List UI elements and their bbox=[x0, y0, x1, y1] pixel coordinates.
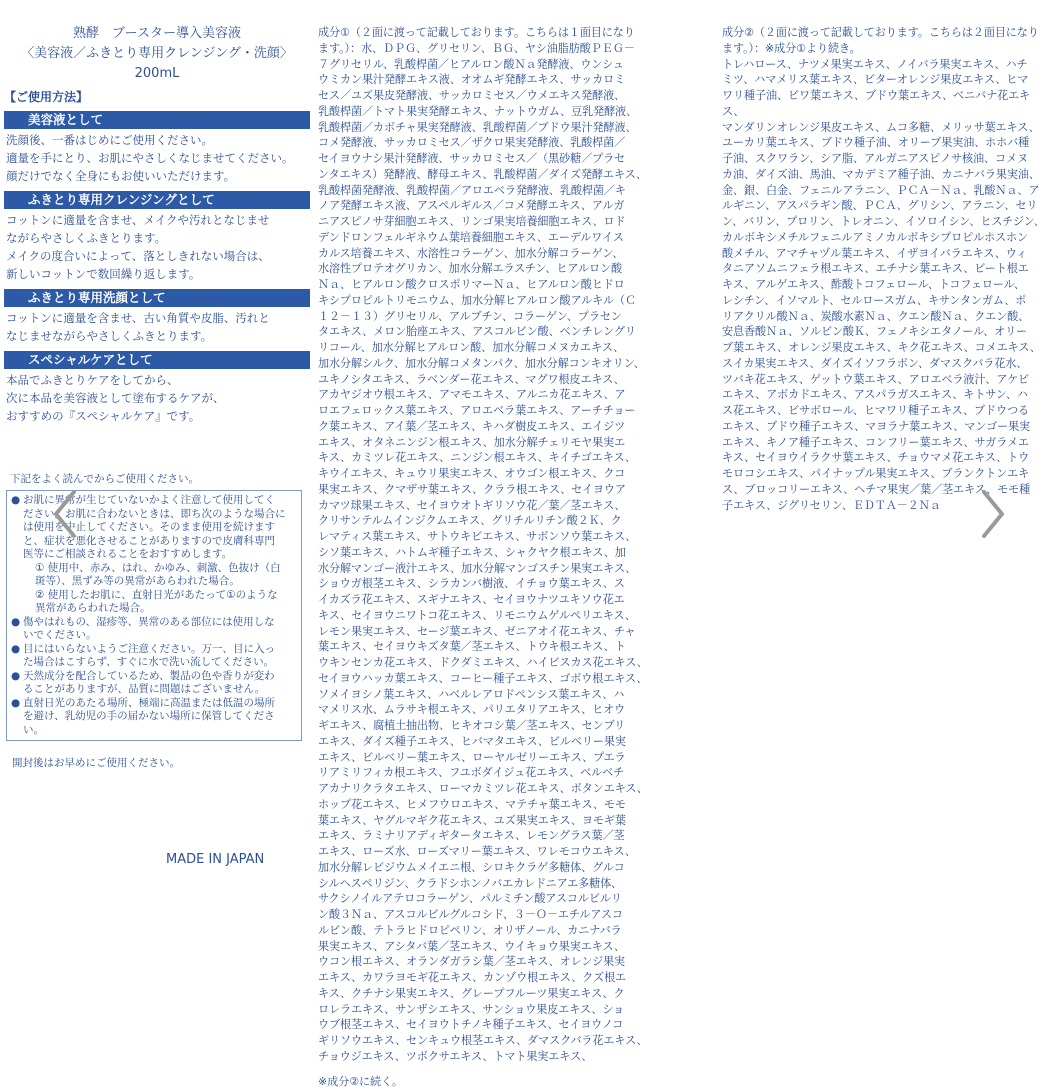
notice-item-text: お肌に異常が生じていないかよく注意して使用してく ださい。お肌に合わないときは、即ち次のような場合に は使用を中止してください。そのまま使用を続けます と、症状を悪化させることがありますので皮膚科専門 医等にご相談されることをおすすめします。 bbox=[23, 494, 286, 560]
chevron-left-icon bbox=[52, 488, 78, 540]
usage-section-label: スペシャルケアとして bbox=[4, 351, 310, 369]
usage-section-label: ふきとり専用洗顔として bbox=[4, 289, 310, 307]
bullet-icon: ● bbox=[11, 696, 21, 709]
notice-item-text: 直射日光のあたる場所、極端に高温または低温の場所 を避け、乳幼児の手の届かない場所に保管してくださ い。 bbox=[23, 696, 275, 736]
bullet-icon: ● bbox=[11, 615, 21, 628]
usage-section-text: コットンに適量を含ませ、古い角質や皮脂、汚れと なじませながらやさしくふきとります。 bbox=[6, 311, 270, 343]
product-size: 200mL bbox=[134, 66, 180, 81]
usage-section-text: 本品でふきとりケアをしてから、 次に本品を美容液として塗布するケアが、 おすすめの『スペシャルケア』です。 bbox=[6, 373, 225, 423]
left-column bbox=[0, 0, 314, 1080]
notice-item-text: 天然成分を配合しているため、製品の色や香りが変わ ることがありますが、品質に問題はございません。 bbox=[23, 669, 275, 695]
notice-box bbox=[6, 490, 302, 741]
bullet-icon: ● bbox=[11, 669, 21, 682]
notice-item bbox=[11, 697, 297, 738]
notice-sub-text: ① 使用中、赤み、はれ、かゆみ、刺激、色抜け（白 斑等）、黒ずみ等の異常があらわれた場合。 bbox=[35, 561, 281, 587]
open-note: 開封後はお早めにご使用ください。 bbox=[12, 757, 180, 769]
notice-item bbox=[11, 643, 297, 670]
usage-section-label: ふきとり専用クレンジングとして bbox=[4, 191, 310, 209]
usage-section-text: 洗顔後、一番はじめにご使用ください。 適量を手にとり、お肌にやさしくなじませてください。 顔だけでなく全身にもお使いいただけます。 bbox=[6, 133, 294, 183]
notice-item-text: 目にはいらないようご注意ください。万一、目に入っ た場合はこすらず、すぐに水で洗い流してください。 bbox=[23, 642, 275, 668]
product-subtitle: 〈美容液／ふきとり専用クレンジング・洗顔〉 bbox=[21, 46, 293, 61]
usage-section-label: 美容液として bbox=[4, 111, 310, 129]
notice-heading: 下記をよく読んでからご使用ください。 bbox=[10, 473, 199, 485]
made-in-label: MADE IN JAPAN bbox=[166, 852, 265, 867]
notice-item-text: 傷やはれもの、湿疹等、異常のある部位には使用しな いでください。 bbox=[23, 615, 275, 641]
bullet-icon: ● bbox=[11, 494, 21, 506]
ingredients-text-1: 成分①（２面に渡って記載しております。こちらは１面目になり ます。）：水、ＤＰＧ、グリセリン、ＢＧ、ヤシ油脂肪酸ＰＥＧ－ ７グリセリル、乳酸桿菌／ヒアルロン酸Ｎａ発酵液、ウンシュ ウミカン果汁発酵エキス液、オオムギ発酵エキス、サッカロミ セス／ユズ果皮発酵液、サッカロミセス／ウメエキス発酵液、 乳酸桿菌／トマト果実発酵エキス、ナットウガム、豆乳発酵液、 乳酸桿菌／カボチャ果実発酵液、乳酸桿菌／ブドウ果汁発酵液、 コメ発酵液、サッカロミセス／ザクロ果実発酵液、乳酸桿菌／ セイヨウナシ果汁発酵液、サッカロミセス／（黒砂糖／プラセ ンタエキス）発酵液、酵母エキス、乳酸桿菌／ダイズ発酵エキス、 乳酸桿菌発酵液、乳酸桿菌／アロエベラ発酵液、乳酸桿菌／キ ノア発酵エキス液、アスペルギルス／コメ発酵エキス、アルガ ニアスピノサ芽細胞エキス、リンゴ果実培養細胞エキス、ロド デンドロンフェルギネウム葉培養細胞エキス、エーデルワイス カルス培養エキス、水溶性コラーゲン、加水分解コラーゲン、 水溶性プロテオグリカン、加水分解エラスチン、ヒアルロン酸 Ｎａ、ヒアルロン酸クロスポリマーＮａ、ヒアルロン酸ヒドロ キシプロピルトリモニウム、加水分解ヒアルロン酸アルキル（Ｃ １２－１３）グリセリル、アルブチン、コラーゲン、プラセン タエキス、メロン胎座エキス、アスコルビン酸、ベンチレングリ リコール、加水分解ヒアルロン酸、加水分解コメヌカエキス、 加水分解シルク、加水分解コメタンパク、加水分解コンキオリン、 ユキノシタエキス、ラベンダー花エキス、マグワ根皮エキス、 アカヤジオウ根エキス、アマモエキス、アルニカ花エキス、ア ロエフェロックス葉エキス、アロエベラ葉エキス、アーチチョー ク葉エキス、アイ葉／茎エキス、キハダ樹皮エキス、エイジツ エキス、オタネニンジン根エキス、加水分解チェリモヤ果実エ キス、カミツレ花エキス、ニンジン根エキス、キイチゴエキス、 キウイエキス、キュウリ果実エキス、オウゴン根エキス、クコ 果実エキス、クマザサ葉エキス、クララ根エキス、セイヨウア カマツ球果エキス、セイヨウオトギリソウ花／葉／茎エキス、 クリサンテルムインジクムエキス、グリチルリチン酸２Ｋ、ク レマティス葉エキス、サトウキビエキス、サボンソウ葉エキス、 シソ葉エキス、ハトムギ種子エキス、シャクヤク根エキス、加 水分解マンゴー液汁エキス、加水分解マンゴスチン果実エキス、 ショウガ根茎エキス、シラカンバ樹液、イチョウ葉エキス、ス イカズラ花エキス、スギナエキス、セイヨウナツユキソウ花エ キス、セイヨウニワトコ花エキス、リモニウムゲルペリエキス、 レモン果実エキス、セージ葉エキス、ゼニアオイ花エキス、チャ 葉エキス、セイヨウキズタ葉／茎エキス、トウキ根エキス、ト ウキンセンカ花エキス、ドクダミエキス、ハイビスカス花エキス、 セイヨウハッカ葉エキス、コーヒー種子エキス、ゴボウ根エキス、 ソメイヨシノ葉エキス、ハベルレアロドペンシス葉エキス、ハ マメリス水、ムラサキ根エキス、パリエタリアエキス、ヒオウ ギエキス、腐植土抽出物、ヒキオコシ葉／茎エキス、センブリ エキス、ダイズ種子エキス、ヒバマタエキス、ビルベリー果実 エキス、ビルベリー葉エキス、ローヤルゼリーエキス、プエラ リアミリフィカ根エキス、フユボダイジュ花エキス、ベルベチ アカナリクラタエキス、ローマカミツレ花エキス、ボタンエキス、 ホップ花エキス、ヒメフウロエキス、マテチャ葉エキス、モモ 葉エキス、ヤグルマギク花エキス、ユズ果実エキス、ヨモギ葉 エキス、ラミナリアディギタータエキス、レモングラス葉／茎 エキス、ローズ水、ローズマリー葉エキス、ワレモコウエキス、 加水分解レビジウムメイエニ根、シロキクラゲ多糖体、グルコ シルヘスペリジン、クラドシホンノバエカレドニアエ多糖体、 サクシノイルアテロコラーゲン、パルミチン酸アスコルビルリ ン酸３Ｎａ、アスコルビルグルコシド、３－Ｏ－エチルアスコ ルビン酸、テトラヒドロピペリン、オリザノール、カニナバラ 果実エキス、アシタバ葉／茎エキス、ウイキョウ果実エキス、 ウコン根エキス、オランダガラシ葉／茎エキス、オレンジ果実 エキス、カワラヨモギ花エキス、カンゾウ根エキス、クズ根エ キス、クチナシ果実エキス、グレープフルーツ果実エキス、ク ロレラエキス、サンザシエキス、サンショウ果皮エキス、ショ ウブ根茎エキス、セイヨウトチノキ種子エキス、セイヨウノコ ギリソウエキス、センキュウ根茎エキス、ダマスクバラ花エキス、 チョウジエキス、ツボクサエキス、トマト果実エキス、 bbox=[318, 26, 648, 1063]
usage-heading: 【ご使用方法】 bbox=[4, 90, 89, 104]
ingredients-column-1 bbox=[318, 0, 698, 1088]
prev-image-button[interactable] bbox=[52, 488, 78, 540]
notice-item bbox=[11, 616, 297, 643]
ingredients-text-2: 成分②（２面に渡って記載しております。こちらは２面目になり ます。）：※成分①より続き。 トレハロース、ナツメ果実エキス、ノイバラ果実エキス、ハチ ミツ、ハマメリス葉エキス、ビターオレンジ果皮エキス、ヒマ ワリ種子油、ビワ葉エキス、ブドウ葉エキス、ベニバナ花エキス、 マンダリンオレンジ果皮エキス、ムコ多糖、メリッサ葉エキス、 ユーカリ葉エキス、ブドウ種子油、オリーブ果実油、ホホバ種 子油、スクワラン、シア脂、アルガニアスピノサ核油、コメヌ カ油、ダイズ油、馬油、マカデミア種子油、カニナバラ果実油、 金、銀、白金、フェニルアラニン、ＰＣＡ－Ｎａ、乳酸Ｎａ、ア ルギニン、アスパラギン酸、ＰＣＡ、グリシン、アラニン、セリ ン、バリン、プロリン、トレオニン、イソロイシン、ヒスチジン、 カルボキシメチルフェニルアミノカルボキシプロピルホスホン 酸メチル、アマチャヅル葉エキス、イザヨイバラエキス、ウィ タニアソムニフェラ根エキス、エチナシ葉エキス、ビート根エ キス、アルゲエキス、酢酸トコフェロール、トコフェロール、 レシチン、イソマルト、セルロースガム、キサンタンガム、ポ リアクリル酸Ｎａ、炭酸水素Ｎａ、クエン酸Ｎａ、クエン酸、 安息香酸Ｎａ、ソルビン酸Ｋ、フェノキシエタノール、オリー ブ葉エキス、オレンジ果皮エキス、キク花エキス、コメエキス、 スイカ果実エキス、ダイズイソフラボン、ダマスクバラ花水、 ツバキ花エキス、ゲットウ葉エキス、アロエベラ液汁、アケビ エキス、アボカドエキス、アスパラガスエキス、キトサン、ハ ス花エキス、ビサボロール、ヒマワリ種子エキス、ブドウつる エキス、ブドウ種子エキス、マヨラナ葉エキス、マンゴー果実 エキス、キノア種子エキス、コンフリー葉エキス、サガラメエ キス、セイヨウイラクサ葉エキス、チョウマメ花エキス、トウ モロコシエキス、パイナップル果実エキス、ブランクトンエキ ス、ブロッコリーエキス、ヘチマ果実／葉／茎エキス、モモ種 子エキス、ジグリセリン、ＥＤＴＡ－２Ｎａ bbox=[722, 26, 1045, 512]
chevron-right-icon bbox=[980, 488, 1006, 540]
next-image-button[interactable] bbox=[980, 488, 1006, 540]
product-title: 熟酵 ブースター導入美容液 bbox=[73, 26, 241, 41]
notice-sub-text: ② 使用したお肌に、直射日光があたって①のような 異常があらわれた場合。 bbox=[35, 588, 278, 614]
usage-section-text: コットンに適量を含ませ、メイクや汚れとなじませ ながらやさしくふきとります。 メイクの度合いによって、落としきれない場合は、 新しいコットンで数回繰り返します。 bbox=[6, 213, 270, 281]
notice-item bbox=[11, 670, 297, 697]
bullet-icon: ● bbox=[11, 642, 21, 655]
continues-note: ※成分②に続く。 bbox=[318, 1074, 403, 1088]
